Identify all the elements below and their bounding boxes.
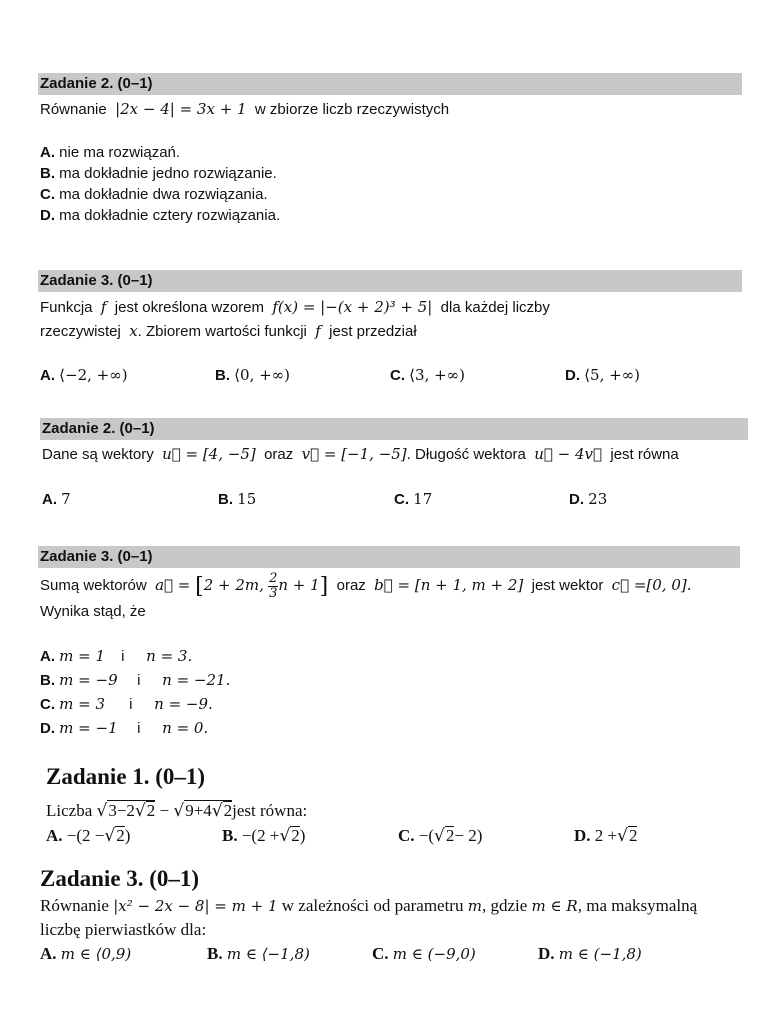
answer-option: D. ma dokładnie cztery rozwiązania.: [40, 207, 281, 224]
task-header: Zadanie 3. (0–1): [38, 270, 742, 292]
task-header: Zadanie 2. (0–1): [40, 418, 748, 440]
answer-option: B. ma dokładnie jedno rozwiązanie.: [40, 165, 277, 182]
answer-option: B. m ∈ ⟨−1,8): [207, 944, 310, 963]
task-question: Dane są wektory u⃗ = [4, −5] oraz v⃗ = [−1, −5]. Długość wektora u⃗ − 4v⃗ jest równa: [42, 445, 679, 463]
answer-option: D. ⟨5, +∞): [565, 366, 641, 384]
answer-option: B. −(2 +√2): [222, 826, 306, 846]
task-header: Zadanie 1. (0–1): [46, 764, 206, 789]
answer-option: B. ⟨0, +∞): [215, 366, 291, 384]
math-expression: |2x − 4| = 3x + 1: [115, 100, 247, 118]
answer-option: A. −(2 −√2): [46, 826, 131, 846]
question-text: Równanie: [40, 101, 107, 118]
answer-option: B. m = −9 i n = −21.: [40, 671, 231, 689]
task-question: Wynika stąd, że: [40, 603, 146, 620]
answer-option: C. m ∈ (−9,0): [372, 944, 476, 963]
task-header: Zadanie 2. (0–1): [38, 73, 742, 95]
task-question: liczbę pierwiastków dla:: [40, 920, 207, 939]
answer-option: A. nie ma rozwiązań.: [40, 144, 181, 161]
answer-option: D. m = −1 i n = 0.: [40, 719, 209, 737]
answer-option: C. −(√2− 2): [398, 826, 483, 846]
answer-option: C. 17: [394, 490, 433, 508]
answer-option: A. m ∈ ⟨0,9): [40, 944, 132, 963]
task-header: Zadanie 3. (0–1): [38, 546, 740, 568]
answer-option: C. m = 3 i n = −9.: [40, 695, 213, 713]
answer-option: A. m = 1 i n = 3.: [40, 647, 193, 665]
task-question: [40, 100, 449, 118]
answer-option: D. 2 +√2: [574, 826, 638, 846]
answer-option: C. ⟨3, +∞): [390, 366, 466, 384]
task-question: Funkcja f jest określona wzorem f(x) = |−(x + 2)³ + 5| dla każdej liczby: [40, 298, 550, 316]
task-question: Sumą wektorów a⃗ = [2 + 2m, $\frac{2}{3}$ n + 1] oraz b⃗ = [n + 1, m + 2] jest wektor c⃗ =[0, 0].: [40, 570, 692, 601]
answer-option: A. 7: [42, 490, 71, 508]
answer-option: D. m ∈ (−1,8): [538, 944, 642, 963]
task-question: rzeczywistej x. Zbiorem wartości funkcji f jest przedział: [40, 322, 417, 340]
math-expression: f(x) = |−(x + 2)³ + 5|: [272, 298, 433, 316]
answer-option: A. ⟨−2, +∞): [40, 366, 128, 384]
answer-option: B. 15: [218, 490, 257, 508]
task-header: Zadanie 3. (0–1): [40, 866, 200, 891]
answer-option: C. ma dokładnie dwa rozwiązania.: [40, 186, 268, 203]
task-question: Liczba √3−2√2 − √9+4√2jest równa:: [46, 801, 308, 821]
task-question: Równanie |x² − 2x − 8| = m + 1 w zależności od parametru m, gdzie m ∈ R, ma maksymalną: [40, 896, 698, 915]
question-text: w zbiorze liczb rzeczywistych: [254, 101, 450, 118]
answer-option: D. 23: [569, 490, 608, 508]
